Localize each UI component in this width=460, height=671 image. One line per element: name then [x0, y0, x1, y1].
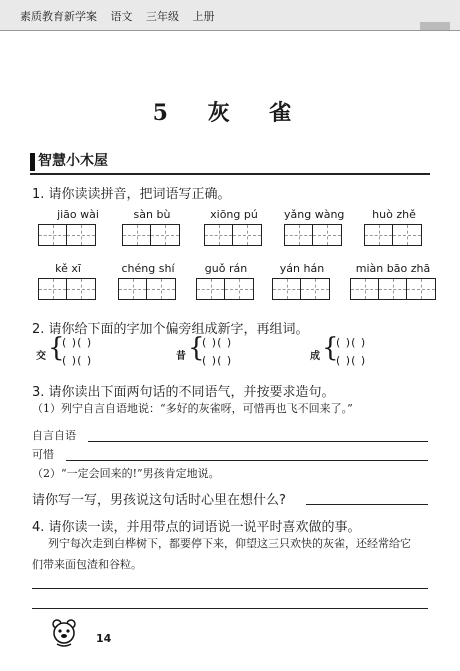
writing-box[interactable]: [350, 278, 436, 300]
section-marker: [30, 153, 35, 171]
answer-parens[interactable]: ( )( ): [62, 336, 93, 349]
answer-parens[interactable]: ( )( ): [202, 336, 233, 349]
answer-line[interactable]: [88, 441, 428, 442]
base-char: 交: [36, 351, 46, 362]
q3-prompt: 3. 请你读出下面两句话的不同语气，并按要求造句。: [32, 385, 335, 400]
q4-prompt: 4. 请你读一读，并用带点的词语说一说平时喜欢做的事。: [32, 520, 361, 535]
q3-sentence-1: （1）列宁自言自语地说：“多好的灰雀呀，可惜再也飞不回来了。”: [32, 402, 353, 415]
q2-prompt: 2. 请你给下面的字加个偏旁组成新字，再组词。: [32, 322, 309, 337]
think-prompt: 请你写一写，男孩说这句话时心里在想什么?: [32, 493, 286, 508]
bear-mascot-icon: [50, 618, 78, 648]
q3-word-1: 自言自语: [32, 429, 76, 442]
q1-item: [364, 208, 424, 221]
pinyin: miàn bāo zhā: [355, 262, 431, 275]
q1-item: [196, 262, 256, 275]
header-subject: 语文: [110, 10, 133, 23]
q1-item: [122, 208, 182, 221]
answer-parens[interactable]: ( )( ): [62, 354, 93, 367]
pinyin: yǎng wàng: [284, 208, 345, 221]
pinyin: sàn bù: [133, 208, 171, 221]
q3-sentence-2: （2）“一定会回来的!”男孩肯定地说。: [32, 467, 220, 480]
answer-line[interactable]: [66, 460, 428, 461]
page-header-text: [20, 8, 225, 24]
q1-item: [204, 208, 264, 221]
brace-icon: {: [322, 333, 339, 363]
answer-parens[interactable]: ( )( ): [336, 354, 367, 367]
section-underline: [30, 173, 430, 175]
q1-prompt: 1. 请你读读拼音，把词语写正确。: [32, 187, 231, 202]
writing-box[interactable]: [284, 224, 342, 246]
page-number: 14: [96, 632, 112, 645]
answer-parens[interactable]: ( )( ): [202, 354, 233, 367]
pinyin: guǒ rán: [204, 262, 248, 275]
pinyin: huò zhě: [372, 208, 416, 221]
header-grade: 三年级: [146, 10, 179, 23]
base-char: 成: [310, 351, 320, 362]
answer-line[interactable]: [32, 588, 428, 589]
answer-line[interactable]: [306, 504, 428, 505]
brace-icon: {: [48, 333, 65, 363]
base-char: 昔: [176, 351, 186, 362]
pinyin: xiōng pú: [210, 208, 258, 221]
header-corner-band: [420, 22, 450, 30]
q1-item: [272, 262, 332, 275]
pinyin: chéng shí: [121, 262, 175, 275]
section-title: 智慧小木屋: [38, 153, 108, 169]
writing-box[interactable]: [38, 278, 96, 300]
q3-word-2: 可惜: [32, 448, 54, 461]
q1-item: [118, 262, 178, 275]
q1-item: [284, 208, 344, 221]
lesson-title: 5 灰 雀: [152, 100, 308, 126]
writing-box[interactable]: [272, 278, 330, 300]
answer-parens[interactable]: ( )( ): [336, 336, 367, 349]
writing-box[interactable]: [204, 224, 262, 246]
writing-box[interactable]: [118, 278, 176, 300]
writing-box[interactable]: [364, 224, 422, 246]
q1-item: [38, 208, 118, 221]
header-series: 素质教育新学案: [20, 10, 97, 23]
answer-line[interactable]: [32, 608, 428, 609]
pinyin: jiāo wài: [57, 208, 99, 221]
q1-item: [350, 262, 436, 275]
writing-box[interactable]: [196, 278, 254, 300]
pinyin: yán hán: [279, 262, 325, 275]
header-volume: 上册: [192, 10, 215, 23]
writing-box[interactable]: [38, 224, 96, 246]
q4-passage-line-1: 列宁每次走到白桦树下，都要停下来，仰望这三只欢快的灰雀，还经常给它: [48, 537, 411, 550]
q4-passage-line-2: 们带来面包渣和谷粒。: [32, 558, 142, 571]
pinyin: kě xī: [55, 262, 81, 275]
writing-box[interactable]: [122, 224, 180, 246]
brace-icon: {: [188, 333, 205, 363]
q1-item: [38, 262, 98, 275]
